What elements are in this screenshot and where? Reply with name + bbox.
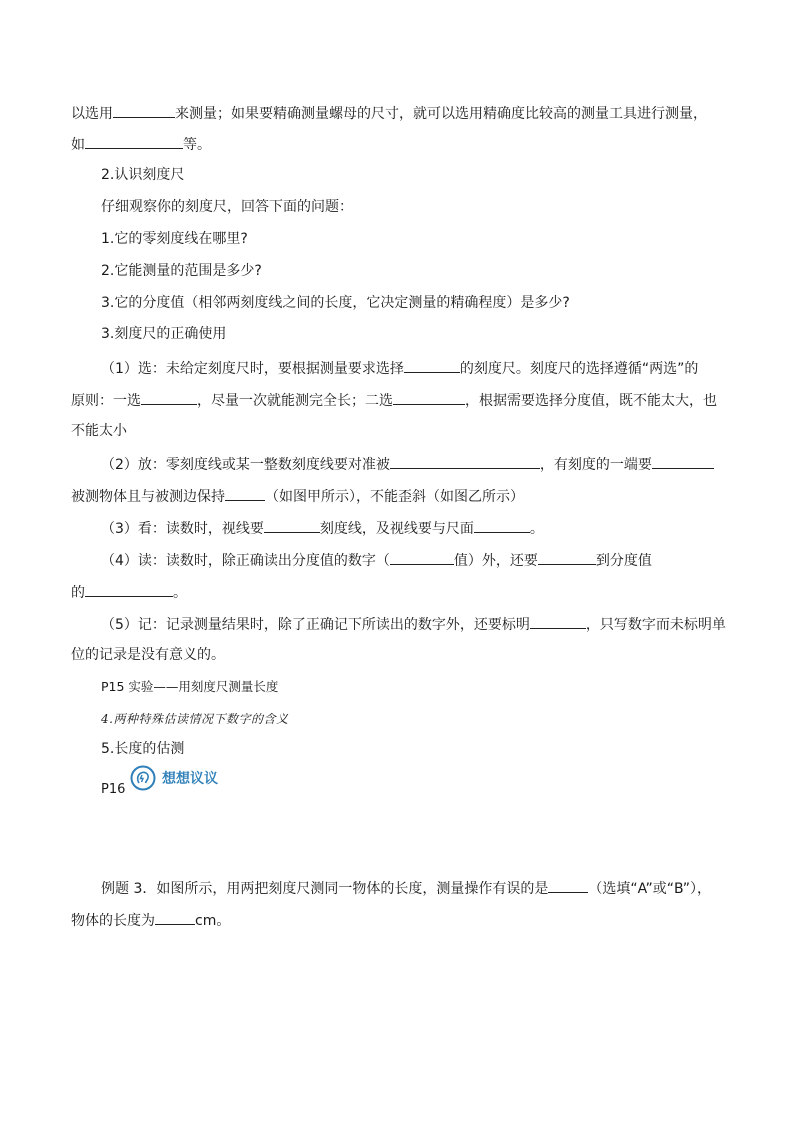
section3-step2-line2 <box>71 485 524 507</box>
text: 的刻度尺。刻度尺的选择遵循“两选”的 <box>459 361 699 377</box>
fill-blank[interactable] <box>141 389 197 405</box>
text: 以选用 <box>71 106 113 122</box>
section3-step1-line1 <box>101 357 698 379</box>
text: 来测量；如果要精确测量螺母的尺寸，就可以选用精确度比较高的测量工具进行测量， <box>175 106 707 122</box>
section3-step2-line1 <box>101 453 714 475</box>
section3-step1-line2 <box>71 389 717 411</box>
section3-step1-line3: 不能太小 <box>71 423 127 439</box>
think-discuss-label: 想想议议 <box>162 771 218 787</box>
section2-q2: 2.它能测量的范围是多少? <box>101 263 262 279</box>
section3-step3 <box>101 517 544 539</box>
p16-page-ref: P16 <box>101 782 126 797</box>
text: （3）看：读数时，视线要 <box>101 521 264 537</box>
text: 值）外，还要 <box>453 553 538 569</box>
text: cm。 <box>195 913 231 929</box>
section3-step5-line2: 位的记录是没有意义的。 <box>71 647 225 663</box>
section2-intro: 仔细观察你的刻度尺，回答下面的问题： <box>101 199 353 215</box>
fill-blank[interactable] <box>225 485 265 501</box>
section3-heading: 3.刻度尺的正确使用 <box>101 326 227 342</box>
fill-blank[interactable] <box>538 549 596 565</box>
text: 被测物体且与被测边保持 <box>71 489 225 505</box>
section2-heading: 2.认识刻度尺 <box>101 167 185 183</box>
section5-heading: 5.长度的估测 <box>101 741 185 757</box>
text: 。 <box>173 585 187 601</box>
example3-line2 <box>71 909 230 931</box>
text: 如 <box>71 137 85 153</box>
section2-q3: 3.它的分度值（相邻两刻度线之间的长度，它决定测量的精确程度）是多少? <box>101 295 570 311</box>
text: 刻度线，及视线要与尺面 <box>319 521 474 537</box>
fill-blank[interactable] <box>264 517 320 533</box>
fill-blank[interactable] <box>393 389 465 405</box>
text: （选填“A”或“B”）， <box>588 881 712 897</box>
fill-blank[interactable] <box>530 613 586 629</box>
section4-heading: 4.两种特殊估读情况下数字的含义 <box>101 712 289 726</box>
text: 物体的长度为 <box>71 913 155 929</box>
fill-blank[interactable] <box>390 453 540 469</box>
fill-blank[interactable] <box>155 909 195 925</box>
text: 原则：一选 <box>71 393 141 409</box>
text: （2）放：零刻度线或某一整数刻度线要对准被 <box>101 457 390 473</box>
fill-blank[interactable] <box>85 581 173 597</box>
section2-q1: 1.它的零刻度线在哪里? <box>101 231 248 247</box>
text: 的 <box>71 585 85 601</box>
text: （如图甲所示），不能歪斜（如图乙所示） <box>265 489 524 505</box>
text: ，只写数字而未标明单 <box>585 617 726 633</box>
section3-step5-line1 <box>101 613 726 635</box>
section3-step4-line1 <box>101 549 652 571</box>
fill-blank[interactable] <box>474 517 530 533</box>
fill-blank[interactable] <box>404 357 460 373</box>
fill-blank[interactable] <box>113 102 175 118</box>
text: ，有刻度的一端要 <box>539 457 652 473</box>
fill-blank[interactable] <box>390 549 454 565</box>
text: 到分度值 <box>595 553 652 569</box>
lightbulb-head-icon <box>130 765 156 791</box>
text: 例题 3．如图所示，用两把刻度尺测同一物体的长度，测量操作有误的是 <box>101 881 549 897</box>
fill-blank[interactable] <box>548 877 588 893</box>
example3-line1 <box>101 877 711 899</box>
think-discuss-badge <box>130 765 218 791</box>
para1-line1 <box>71 102 707 124</box>
text: （4）读：读数时，除正确读出分度值的数字（ <box>101 553 390 569</box>
text: ，根据需要选择分度值，既不能太大，也 <box>465 393 717 409</box>
text: 等。 <box>183 137 211 153</box>
text: 。 <box>529 521 544 537</box>
p15-experiment-title: P15 实验——用刻度尺测量长度 <box>101 679 279 694</box>
fill-blank[interactable] <box>652 453 714 469</box>
para1-line2 <box>71 133 211 155</box>
fill-blank[interactable] <box>85 133 183 149</box>
section3-step4-line2 <box>71 581 187 603</box>
text: ，尽量一次就能测完全长；二选 <box>197 393 393 409</box>
text: （1）选：未给定刻度尺时，要根据测量要求选择 <box>101 361 404 377</box>
text: （5）记：记录测量结果时，除了正确记下所读出的数字外，还要标明 <box>101 617 530 633</box>
